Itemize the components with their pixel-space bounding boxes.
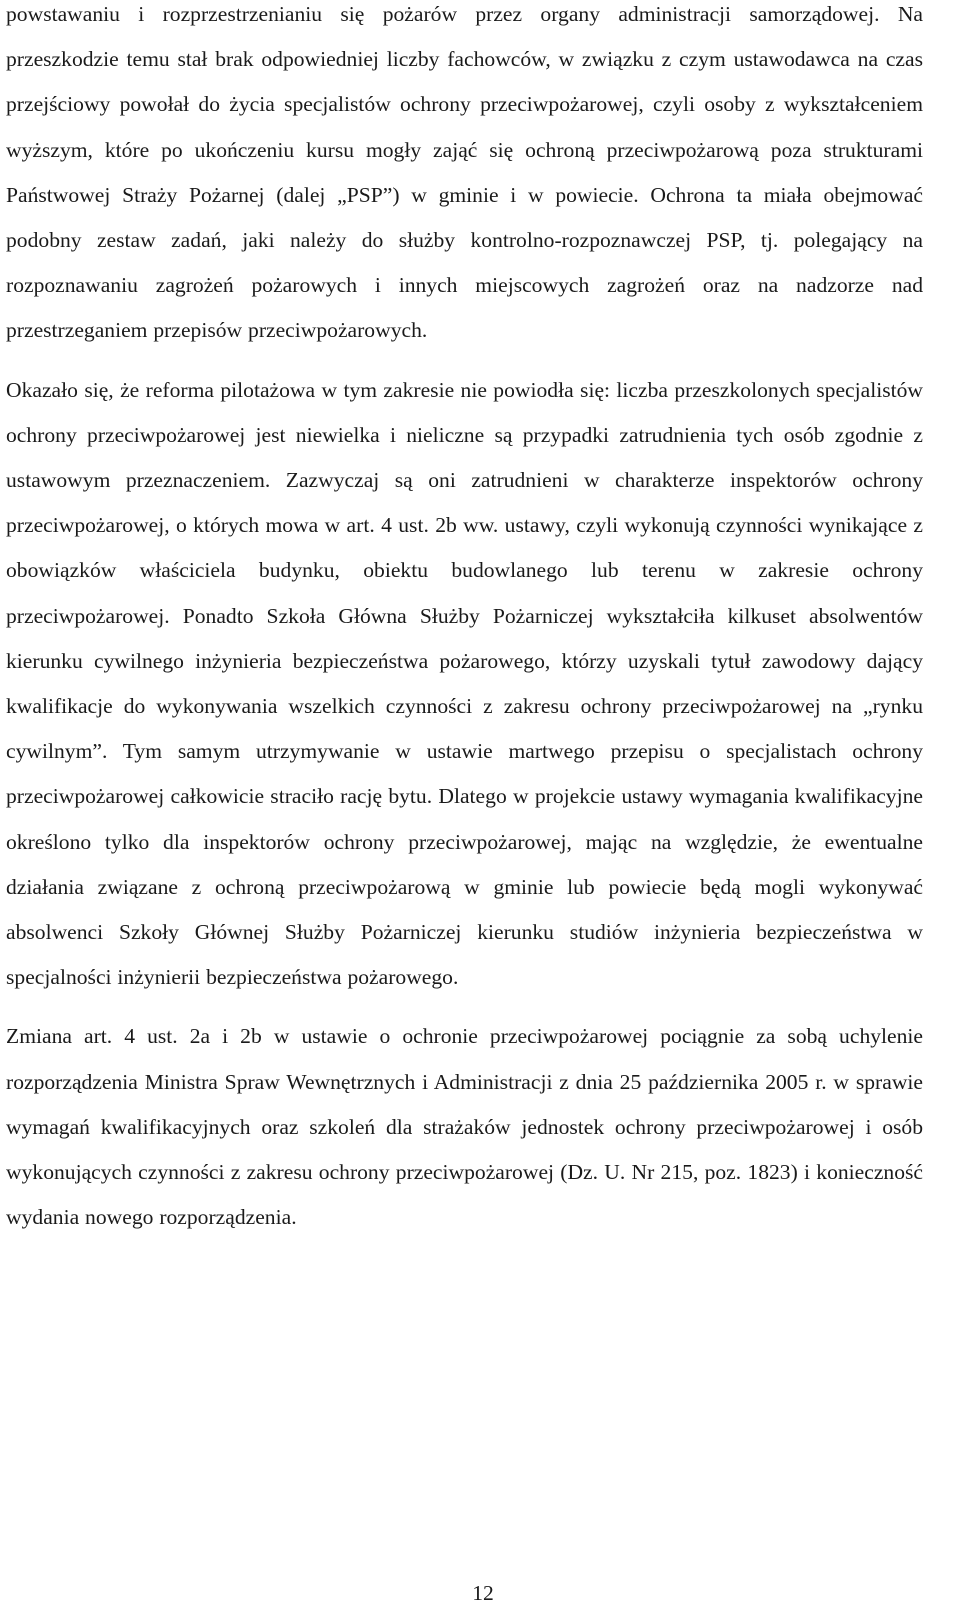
paragraph-3: Zmiana art. 4 ust. 2a i 2b w ustawie o ochronie przeciwpożarowej pociągnie za sobą uchylenie rozporządzenia Ministra Spraw Wewnętrznych i Administracji z dnia 25 października 2005 r. w sprawie wymagań kwalifikacyjnych oraz szkoleń dla strażaków jednostek ochrony przeciwpożarowej i osób wykonujących czynności z zakresu ochrony przeciwpożarowej (Dz. U. Nr 215, poz. 1823) i konieczność wydania nowego rozporządzenia.: [6, 1024, 923, 1230]
document-page: [6, 0, 923, 1240]
page-number: 12: [472, 1581, 494, 1605]
paragraph-2: Okazało się, że reforma pilotażowa w tym zakresie nie powiodła się: liczba przeszkolonych specjalistów ochrony przeciwpożarowej jest niewielka i nieliczne są przypadki zatrudnienia tych osób zgodnie z ustawowym przeznaczeniem. Zazwyczaj są oni zatrudnieni w charakterze inspektorów ochrony przeciwpożarowej, o których mowa w art. 4 ust. 2b ww. ustawy, czyli wykonują czynności wynikające z obowiązków właściciela budynku, obiektu budowlanego lub terenu w zakresie ochrony przeciwpożarowej. Ponadto Szkoła Główna Służby Pożarniczej wykształciła kilkuset absolwentów kierunku cywilnego inżynieria bezpieczeństwa pożarowego, którzy uzyskali tytuł zawodowy dający kwalifikacje do wykonywania wszelkich czynności z zakresu ochrony przeciwpożarowej na „rynku cywilnym”. Tym samym utrzymywanie w ustawie martwego przepisu o specjalistach ochrony przeciwpożarowej całkowicie straciło rację bytu. Dlatego w projekcie ustawy wymagania kwalifikacyjne określono tylko dla inspektorów ochrony przeciwpożarowej, mając na względzie, że ewentualne działania związane z ochroną przeciwpożarową w gminie lub powiecie będą mogli wykonywać absolwenci Szkoły Głównej Służby Pożarniczej kierunku studiów inżynieria bezpieczeństwa w specjalności inżynierii bezpieczeństwa pożarowego.: [6, 377, 923, 990]
paragraph-1: powstawaniu i rozprzestrzenianiu się pożarów przez organy administracji samorządowej. Na przeszkodzie temu stał brak odpowiedniej liczby fachowców, w związku z czym ustawodawca na czas przejściowy powołał do życia specjalistów ochrony przeciwpożarowej, czyli osoby z wykształceniem wyższym, które po ukończeniu kursu mogły zająć się ochroną przeciwpożarową poza strukturami Państwowej Straży Pożarnej (dalej „PSP”) w gminie i w powiecie. Ochrona ta miała obejmować podobny zestaw zadań, jaki należy do służby kontrolno-rozpoznawczej PSP, tj. polegający na rozpoznawaniu zagrożeń pożarowych i innych miejscowych zagrożeń oraz na nadzorze nad przestrzeganiem przepisów przeciwpożarowych.: [6, 2, 923, 343]
